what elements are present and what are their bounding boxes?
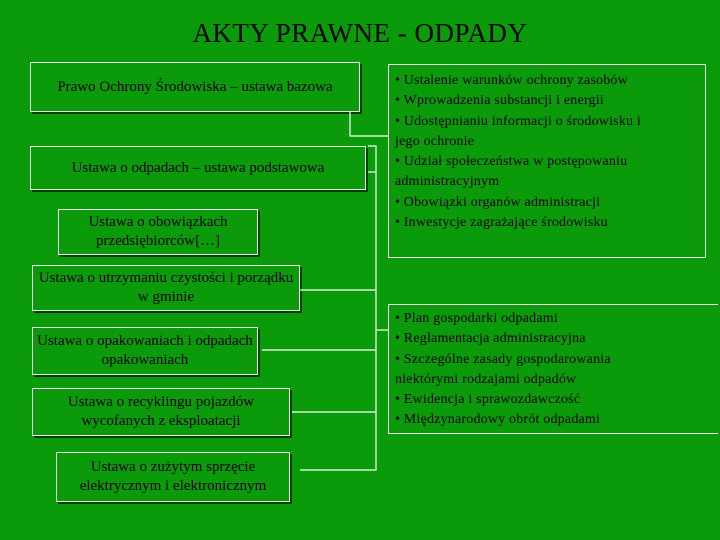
list-item: • Udział społeczeństwa w postępowaniu	[395, 154, 628, 170]
box-label: Ustawa o utrzymaniu czystości i porządku w gminie	[38, 270, 294, 305]
box-odpady-topics	[388, 304, 718, 434]
list-item: niektórymi rodzajami odpadów	[395, 371, 577, 387]
box-ustawa-o-zuzytym-sprzecie	[56, 452, 290, 502]
box-label: Ustawa o obowiązkach przedsiębiorców[…]	[88, 214, 228, 249]
slide-title: AKTY PRAWNE - ODPADY	[192, 18, 528, 48]
box-ustawa-o-utrzymaniu-czystosci	[32, 265, 300, 311]
list-item: • Reglamentacja administracyjna	[395, 331, 586, 347]
box-ustawa-o-opakowaniach	[32, 327, 258, 375]
box-ustawa-o-recyklingu-pojazdow	[32, 388, 290, 436]
list-item: • Międzynarodowy obrót odpadami	[395, 412, 601, 428]
list-item: • Plan gospodarki odpadami	[395, 311, 558, 326]
box-ustawa-o-odpadach	[30, 146, 366, 190]
box-label: Ustawa o recyklingu pojazdów wycofanych z eksploatacji	[67, 394, 255, 429]
box-pos-topics	[388, 64, 706, 258]
box-label: Ustawa o zużytym sprzęcie elektrycznym i elektronicznym	[79, 459, 267, 494]
box-label: Ustawa o odpadach – ustawa podstawowa	[71, 159, 325, 176]
connector-pos	[350, 112, 388, 136]
box-label: Prawo Ochrony Środowiska – ustawa bazowa	[57, 78, 333, 95]
box-ustawa-o-obowiazkach-przedsiebiorcow	[58, 209, 258, 255]
box-prawo-ochrony-srodowiska	[30, 62, 360, 112]
list-item: • Udostępnianiu informacji o środowisku i	[395, 113, 642, 129]
list-item: • Inwestycje zagrażające środowisku	[395, 215, 608, 231]
list-item: • Szczególne zasady gospodarowania	[395, 351, 611, 367]
box-label: Ustawa o opakowaniach i odpadach opakowaniach	[37, 333, 253, 368]
list-item: • Ustalenie warunków ochrony zasobów	[395, 73, 628, 88]
list-item: • Obowiązki organów administracji	[395, 194, 601, 210]
list-item: • Ewidencja i sprawozdawczość	[395, 392, 581, 408]
list-item: jego ochronie	[395, 133, 475, 149]
connector-odpady-bracket	[300, 146, 376, 470]
list-item: administracyjnym	[395, 174, 500, 190]
list-item: • Wprowadzenia substancji i energii	[395, 93, 604, 109]
